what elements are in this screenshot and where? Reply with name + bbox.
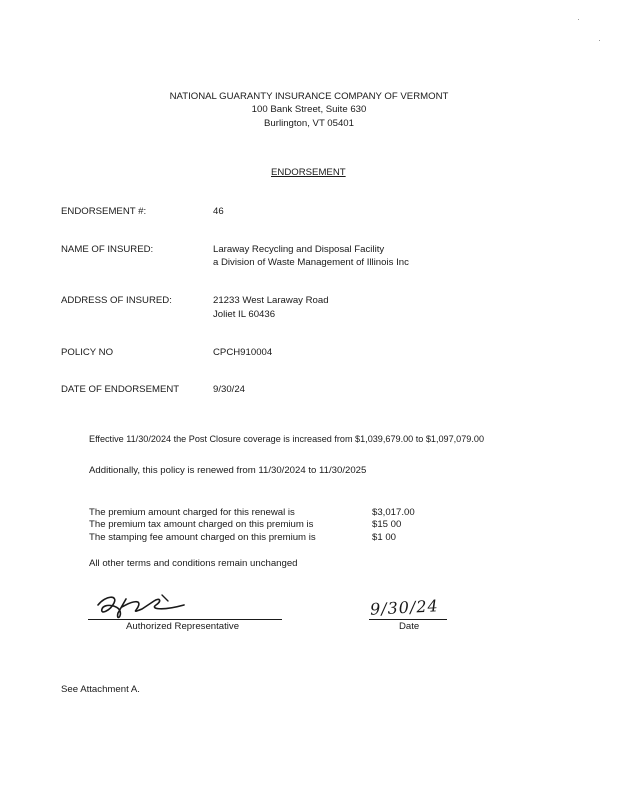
policy-no-value: CPCH910004 xyxy=(213,347,273,358)
charge-label-stamping: The stamping fee amount charged on this premium is xyxy=(89,532,316,543)
other-terms-statement: All other terms and conditions remain unchanged xyxy=(89,558,298,569)
representative-signature-line xyxy=(88,619,282,620)
date-of-endorsement-label: DATE OF ENDORSEMENT xyxy=(61,384,180,395)
policy-no-label: POLICY NO xyxy=(61,347,114,358)
company-street: 100 Bank Street, Suite 630 xyxy=(251,104,367,115)
date-signature-line xyxy=(369,619,447,620)
address-of-insured-line2: Joliet IL 60436 xyxy=(213,309,276,320)
scan-speck xyxy=(599,40,600,41)
date-of-endorsement-value: 9/30/24 xyxy=(213,384,246,395)
company-name: NATIONAL GUARANTY INSURANCE COMPANY OF VERMONT xyxy=(169,91,449,102)
page-title: ENDORSEMENT xyxy=(271,167,346,178)
name-of-insured-line1: Laraway Recycling and Disposal Facility xyxy=(213,244,385,255)
name-of-insured-line2: a Division of Waste Management of Illinois Inc xyxy=(213,257,409,268)
address-of-insured-line1: 21233 West Laraway Road xyxy=(213,295,329,306)
representative-label: Authorized Representative xyxy=(126,621,240,632)
date-label: Date xyxy=(399,621,420,632)
company-city: Burlington, VT 05401 xyxy=(264,118,354,129)
address-of-insured-label: ADDRESS OF INSURED: xyxy=(61,295,172,306)
endorsement-number-label: ENDORSEMENT #: xyxy=(61,206,147,217)
handwritten-date: 9/30/24 xyxy=(369,596,440,619)
representative-signature xyxy=(92,591,192,621)
effective-statement: Effective 11/30/2024 the Post Closure coverage is increased from $1,039,679.00 to $1,097,079.00 xyxy=(89,434,485,444)
charge-label-tax: The premium tax amount charged on this premium is xyxy=(89,519,314,530)
charge-amount-tax: $15 00 xyxy=(372,519,402,530)
name-of-insured-label: NAME OF INSURED: xyxy=(61,244,154,255)
charge-label-premium: The premium amount charged for this renewal is xyxy=(89,507,295,518)
scan-speck xyxy=(578,19,579,20)
attachment-note: See Attachment A. xyxy=(61,684,140,695)
charge-amount-stamping: $1 00 xyxy=(372,532,397,543)
renewal-statement: Additionally, this policy is renewed from 11/30/2024 to 11/30/2025 xyxy=(89,465,367,476)
charge-amount-premium: $3,017.00 xyxy=(372,507,415,518)
endorsement-number-value: 46 xyxy=(213,206,224,217)
